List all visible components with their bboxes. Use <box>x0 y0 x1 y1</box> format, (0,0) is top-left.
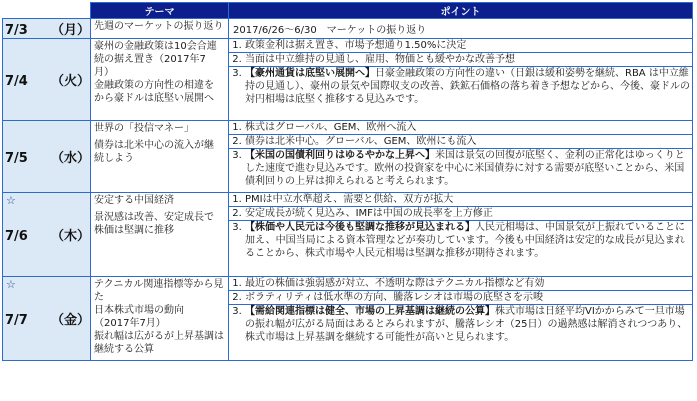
point-text: 日豪金融政策の方向性の違い（日銀は緩和姿勢を継続、RBA は中立維持の見通し）、豪州の景気や国際収支の改善、鉄鉱石価格の落ち着き予想などから、今後、豪ドルの対円相場は底堅く推移する見込みです。 <box>245 68 690 105</box>
header-point: ポイント <box>229 3 693 19</box>
date-cell <box>3 39 91 121</box>
point-item <box>229 149 692 188</box>
point-item <box>229 53 692 67</box>
date-label: 7/6 <box>5 229 28 244</box>
point-number: 2. <box>232 136 242 147</box>
point-cell: 2017/6/26〜6/30 マーケットの振り返り <box>229 19 693 39</box>
theme-cell <box>91 39 229 121</box>
theme-line: 続の据え置き（2017年7 <box>94 54 206 65</box>
date-label: 7/3 <box>5 23 28 38</box>
weekday-label: （金） <box>51 313 91 328</box>
point-number: 1. <box>232 278 242 289</box>
point-text: 債券は北米中心。グローバル、GEM、欧州にも流入 <box>245 136 477 147</box>
theme-line: （2017年7月） <box>94 318 166 329</box>
point-text-block <box>245 149 692 188</box>
header-row <box>3 3 693 19</box>
theme-line: 豪州の金融政策は10会合連 <box>94 41 217 52</box>
header-theme: テーマ <box>91 3 229 19</box>
point-cell <box>229 121 693 193</box>
table-row <box>3 39 693 121</box>
date-cell <box>3 277 91 361</box>
theme-cell <box>91 277 229 361</box>
theme-line: 株価は堅調に推移 <box>94 225 174 236</box>
point-item <box>229 39 692 53</box>
point-cell <box>229 277 693 361</box>
point-number: 1. <box>232 122 242 133</box>
theme-line: 継続する公算 <box>94 344 154 355</box>
schedule-sheet <box>2 2 692 361</box>
star-icon: ☆ <box>6 194 16 207</box>
point-number: 2. <box>232 292 242 303</box>
point-item <box>229 277 692 291</box>
point-number: 3. <box>232 68 242 79</box>
date-label: 7/4 <box>5 74 28 89</box>
point-headline: 【豪州通貨は底堅い展開へ】 <box>245 68 375 79</box>
theme-line: 金融政策の方向性の相違を <box>94 80 214 91</box>
point-number: 2. <box>232 208 242 219</box>
point-item <box>229 305 692 344</box>
theme-cell <box>91 19 229 39</box>
point-item <box>229 193 692 207</box>
star-icon: ☆ <box>6 278 16 291</box>
date-cell <box>3 193 91 277</box>
theme-line: 安定する中国経済 <box>94 195 174 206</box>
theme-line: テクニカル関連指標等から見た <box>94 279 224 303</box>
point-text: 株式市場は日経平均VIかからみて一旦市場の振れ幅が広がる局面はあるとみられますが、騰落レシオ（25日）の過熱感は解消されつつあり、株式市場は上昇基調を継続する可能性が高いと見られます。 <box>245 306 688 343</box>
point-text-block <box>245 67 692 106</box>
point-number: 1. <box>232 194 242 205</box>
theme-line: 債券は北米中心の流入が継 <box>94 140 214 151</box>
theme-cell <box>91 121 229 193</box>
theme-line: 景況感は改善、安定成長で <box>94 212 214 223</box>
point-headline: 【需給関連指標は健全、市場の上昇基調は継続の公算】 <box>245 306 495 317</box>
point-item <box>229 121 692 135</box>
point-text-block <box>245 221 692 260</box>
point-item <box>229 135 692 149</box>
point-text: 安定成長が続く見込み、IMFは中国の成長率を上方修正 <box>245 208 493 219</box>
theme-line: 振れ幅は広がるが上昇基調は <box>94 331 224 342</box>
date-label: 7/5 <box>5 151 28 166</box>
theme-line: から豪ドルは底堅い展開へ <box>94 93 214 104</box>
point-text: 当面は中立維持の見通し、雇用、物価とも緩やかな改善予想 <box>245 54 515 65</box>
point-number: 3. <box>232 306 242 317</box>
point-item <box>229 221 692 260</box>
point-number: 2. <box>232 54 242 65</box>
point-item <box>229 291 692 305</box>
table-row <box>3 121 693 193</box>
point-text: 最近の株価は強弱感が対立、不透明な際はテクニカル指標など有効 <box>245 278 545 289</box>
point-text: PMIは中立水準超え、需要と供給、双方が拡大 <box>245 194 454 205</box>
theme-line: 続しよう <box>94 153 134 164</box>
table-row <box>3 193 693 277</box>
theme-line: 世界の「投信マネー」 <box>94 123 194 134</box>
date-label: 7/7 <box>5 313 28 328</box>
date-cell <box>3 19 91 39</box>
weekday-label: （月） <box>51 23 91 38</box>
point-cell <box>229 193 693 277</box>
theme-line: 先週のマーケットの振り返り <box>94 21 224 32</box>
theme-cell <box>91 193 229 277</box>
point-text: 米国は景気の回復が底堅く、金利の正常化はゆっくりとした速度で進む見込みです。欧州の投資家を中心に米国債券に対する需要が底堅いことから、米国債利回りの上昇は抑えられると考えられます。 <box>245 150 685 187</box>
point-item <box>229 207 692 221</box>
point-number: 3. <box>232 222 242 233</box>
theme-line: 日本株式市場の動向 <box>94 305 184 316</box>
point-headline: 【米国の国債利回りはゆるやかな上昇へ】 <box>245 150 435 161</box>
point-text: 人民元相場は、中国景気が上振れていることに加え、中国当局による資本管理などが奏功しています。今後も中国経済は安定的な成長が見込まれることから、株式市場や人民元相場は堅調な推移が期待されます。 <box>245 222 685 259</box>
point-headline: 【株価や人民元は今後も堅調な推移が見込まれる】 <box>245 222 475 233</box>
schedule-table <box>2 2 693 361</box>
weekday-label: （水） <box>51 151 91 166</box>
point-text: ボラティリティは低水準の方向、騰落レシオは市場の底堅さを示唆 <box>245 292 543 303</box>
point-cell <box>229 39 693 121</box>
point-number: 1. <box>232 40 242 51</box>
theme-line: 月） <box>94 67 114 78</box>
weekday-label: （木） <box>51 229 91 244</box>
point-text-block <box>245 305 692 344</box>
header-blank <box>3 3 91 19</box>
date-cell <box>3 121 91 193</box>
point-text: 政策金利は据え置き、市場予想通り1.50%に決定 <box>245 40 467 51</box>
weekday-label: （火） <box>51 74 91 89</box>
point-number: 3. <box>232 150 242 161</box>
table-row <box>3 19 693 39</box>
point-text: 株式はグローバル、GEM、欧州へ流入 <box>245 122 417 133</box>
table-row <box>3 277 693 361</box>
point-item <box>229 67 692 106</box>
